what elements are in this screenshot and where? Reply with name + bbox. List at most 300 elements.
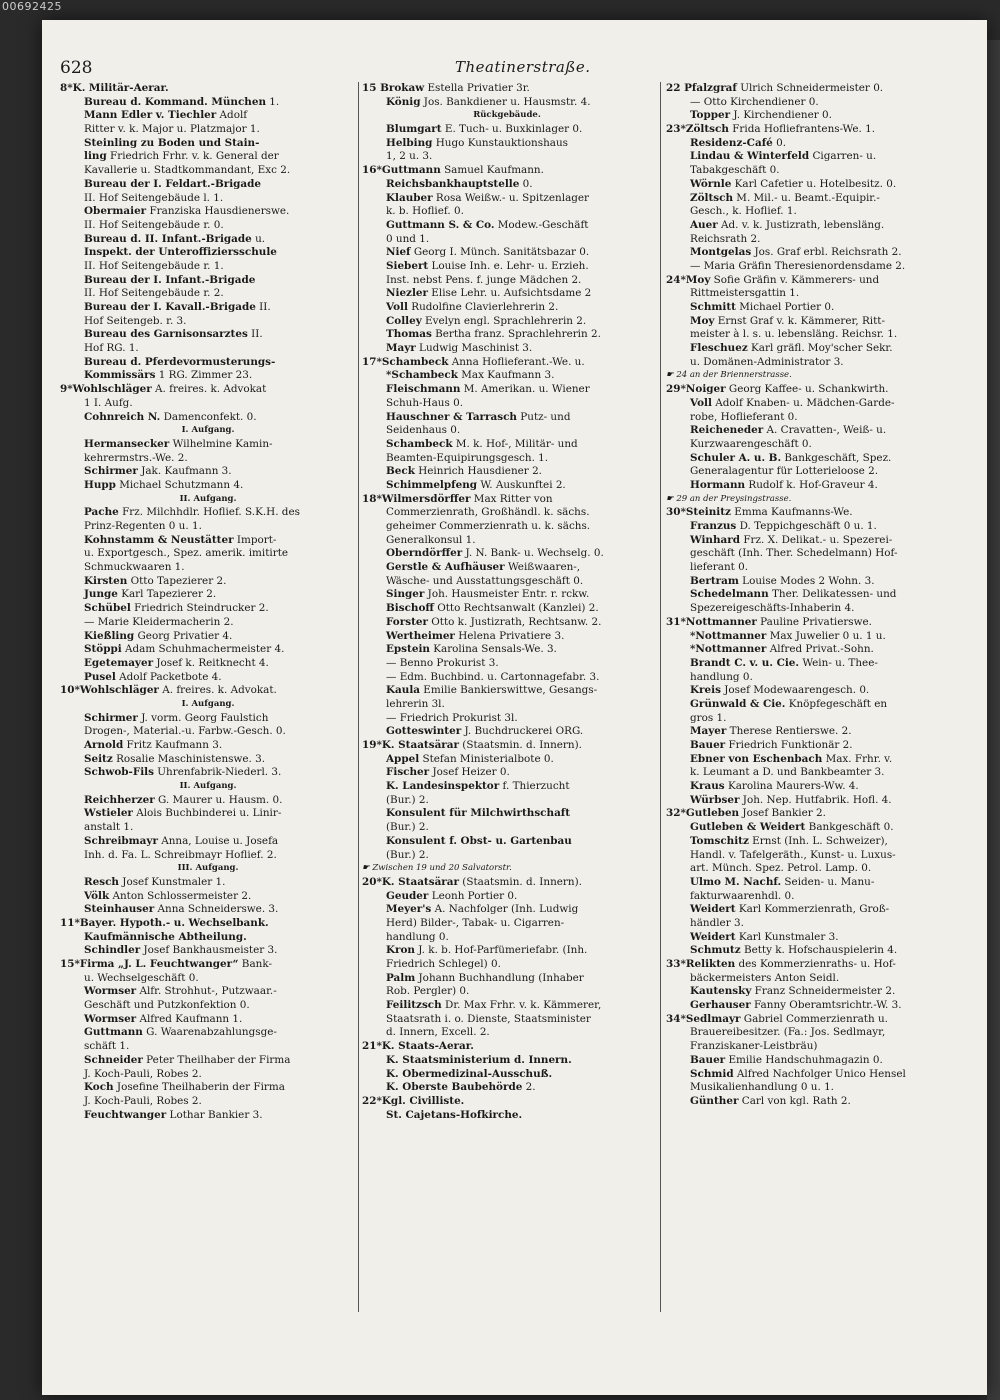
entry-text: Karl Cafetier u. Hotelbesitz. 0.	[731, 177, 897, 190]
directory-entry-line	[362, 999, 652, 1013]
entry-name: Bureau der I. Infant.-Brigade	[84, 273, 256, 286]
directory-entry-line	[60, 739, 356, 753]
directory-entry-line	[666, 561, 956, 575]
entry-name: 17*Schambeck	[362, 355, 449, 368]
entry-text: A. freires. k. Advokat.	[158, 684, 277, 697]
entry-name: St. Cajetans-Hofkirche.	[386, 1108, 523, 1121]
directory-entry-line	[362, 1026, 652, 1040]
entry-text: II. Hof Seitengebäude l. 1.	[84, 191, 224, 204]
entry-name: Bureau der I. Kavall.-Brigade	[84, 301, 256, 313]
entry-text: ☛ 29 an der Preysingstrasse.	[666, 493, 792, 504]
entry-text: Brauereibesitzer. (Fa.: Jos. Sedlmayr,	[690, 1026, 886, 1039]
entry-text: (Bur.) 2.	[386, 793, 429, 806]
entry-name: 30*Steinitz	[666, 506, 731, 519]
entry-name: Arnold	[84, 739, 124, 751]
entry-name: Steinling zu Boden und Stain-	[84, 136, 260, 149]
entry-name: Schindler	[84, 944, 141, 957]
directory-entry-line	[60, 1068, 356, 1082]
entry-text: Josef k. Reitknecht 4.	[153, 656, 269, 669]
directory-entry-line	[362, 602, 652, 616]
entry-name: Blumgart	[386, 123, 442, 136]
entry-name: Seitz	[84, 752, 113, 765]
directory-entry-line	[60, 452, 356, 466]
entry-text: Anna Schneiderswe. 3.	[154, 903, 279, 916]
directory-entry-line	[666, 931, 956, 945]
entry-text: Spezereigeschäfts-Inhaberin 4.	[690, 602, 855, 615]
directory-entry-line	[60, 479, 356, 493]
directory-entry-line	[666, 369, 956, 383]
entry-text: Ad. v. k. Justizrath, lebensläng.	[717, 218, 885, 231]
directory-entry-line	[60, 383, 356, 397]
entry-text: II.	[255, 301, 271, 313]
entry-name: Moy	[690, 314, 715, 327]
entry-text: Reichsrath 2.	[690, 232, 761, 245]
directory-entry-line	[666, 780, 956, 794]
entry-text: Rückgebäude.	[473, 110, 541, 121]
directory-entry-line	[60, 972, 356, 986]
directory-entry-line	[60, 698, 356, 712]
directory-entry-line	[362, 890, 652, 904]
directory-entry-line	[60, 109, 356, 123]
directory-entry-line	[362, 725, 652, 739]
directory-entry-line	[362, 862, 652, 876]
entry-name: Geuder	[386, 889, 429, 902]
entry-name: Voll	[690, 396, 712, 409]
entry-text: handlung 0.	[386, 930, 449, 943]
entry-text: Estella Privatier 3r.	[424, 82, 530, 94]
entry-name: Meyer's	[386, 903, 432, 916]
entry-text: Josef Bankhausmeister 3.	[140, 944, 278, 957]
column-divider	[358, 82, 359, 1312]
entry-name: 11*Bayer. Hypoth.- u. Wechselbank.	[60, 916, 269, 929]
entry-text: Frz. X. Delikat.- u. Spezerei-	[740, 533, 893, 546]
entry-text: Alois Buchbinderei u. Linir-	[132, 807, 282, 820]
entry-text: Evelyn engl. Sprachlehrerin 2.	[421, 314, 587, 327]
entry-name: Schirmer	[84, 465, 138, 478]
directory-entry-line	[60, 369, 356, 383]
entry-text: k. b. Hoflief. 0.	[386, 205, 464, 218]
directory-entry-line	[362, 547, 652, 561]
directory-entry-line	[666, 397, 956, 411]
directory-entry-line	[362, 205, 652, 219]
entry-text: M. Mil.- u. Beamt.-Equipir.-	[733, 191, 880, 204]
directory-entry-line	[666, 698, 956, 712]
directory-entry-line	[362, 506, 652, 520]
directory-entry-line	[666, 630, 956, 644]
directory-entry-line	[60, 766, 356, 780]
entry-text: art. Münch. Spez. Petrol. Lamp. 0.	[690, 862, 872, 875]
entry-name: Fischer	[386, 766, 430, 779]
entry-text: — Friedrich Prokurist 3l.	[386, 711, 518, 724]
entry-text: f. Thierzucht	[499, 780, 570, 793]
entry-text: Putz- und	[516, 410, 571, 423]
directory-entry-line	[60, 424, 356, 438]
entry-text: Anton Schlossermeister 2.	[109, 889, 252, 902]
entry-text: Damenconfekt. 0.	[160, 410, 257, 423]
directory-entry-line	[666, 205, 956, 219]
entry-name: Reichsbankhauptstelle	[386, 177, 520, 190]
directory-entry-line	[60, 588, 356, 602]
directory-entry-line	[362, 876, 652, 890]
directory-entry-line	[60, 178, 356, 192]
entry-name: Tomschitz	[690, 834, 749, 847]
entry-text: Johann Buchhandlung (Inhaber	[415, 971, 584, 984]
entry-text: Seidenhaus 0.	[386, 424, 461, 437]
entry-name: Fleischmann	[386, 383, 461, 396]
entry-text: ☛ 24 an der Briennerstrasse.	[666, 370, 792, 381]
directory-entry-line	[362, 178, 652, 192]
entry-name: Cohnreich N.	[84, 410, 161, 423]
directory-entry-line	[666, 849, 956, 863]
directory-entry-line	[362, 342, 652, 356]
entry-text: Bertha franz. Sprachlehrerin 2.	[431, 328, 601, 341]
directory-entry-line	[60, 849, 356, 863]
entry-text: Georg Privatier 4.	[134, 629, 233, 642]
entry-text: A. Cravatten-, Weiß- u.	[763, 424, 887, 437]
entry-text: Friedrich Schlegel) 0.	[386, 958, 501, 970]
directory-entry-line	[60, 192, 356, 206]
entry-text: Geschäft und Putzkonfektion 0.	[84, 999, 250, 1012]
entry-name: Kommissärs	[84, 369, 156, 382]
entry-name: Kohnstamm & Neustätter	[84, 533, 234, 546]
entry-text: Franziska Hausdienerswe.	[146, 205, 290, 218]
entry-name: 16*Guttmann	[362, 164, 441, 177]
entry-text: Hugo Kunstauktionshaus	[432, 136, 568, 149]
entry-text: u. Wechselgeschäft 0.	[84, 971, 199, 984]
directory-entry-line	[60, 356, 356, 370]
entry-name: Mayr	[386, 342, 416, 355]
directory-entry-line	[666, 123, 956, 137]
entry-text: Georg I. Münch. Sanitätsbazar 0.	[410, 246, 590, 259]
entry-text: Josef Heizer 0.	[429, 766, 510, 779]
entry-text: Modew.-Geschäft	[494, 218, 589, 231]
entry-text: — Benno Prokurist 3.	[386, 656, 499, 669]
entry-text: Herd) Bilder-, Tabak- u. Cigarren-	[386, 916, 565, 929]
directory-entry-line	[666, 1013, 956, 1027]
entry-name: Colley	[386, 314, 422, 327]
directory-entry-line	[60, 985, 356, 999]
directory-entry-line	[362, 821, 652, 835]
directory-entry-line	[362, 1109, 652, 1123]
entry-text: Friedrich Frhr. v. k. General der	[106, 150, 279, 163]
entry-text: Musikalienhandlung 0 u. 1.	[690, 1081, 834, 1094]
entry-text: G. Maurer u. Hausm. 0.	[154, 793, 283, 806]
directory-entry-line	[362, 1095, 652, 1109]
entry-text: Friedrich Steindrucker 2.	[130, 602, 269, 615]
directory-entry-line	[362, 219, 652, 233]
directory-entry-line	[666, 944, 956, 958]
entry-name: Konsulent f. Obst- u. Gartenbau	[386, 834, 572, 847]
entry-text: Inh. d. Fa. L. Schreibmayr Hoflief. 2.	[84, 848, 277, 861]
entry-name: Obermaier	[84, 205, 147, 218]
entry-name: Kautensky	[690, 985, 752, 998]
entry-text: Samuel Kaufmann.	[440, 164, 544, 177]
entry-name: 8*K. Militär-Aerar.	[60, 82, 169, 94]
scan-id-label: 00692425	[2, 0, 62, 13]
entry-text: Josef Modewaarengesch. 0.	[720, 684, 870, 697]
directory-entry-line	[60, 493, 356, 507]
entry-text: Rosalie Maschinistenswe. 3.	[112, 752, 266, 765]
directory-entry-line	[362, 1013, 652, 1027]
directory-entry-line	[60, 438, 356, 452]
entry-text: III. Aufgang.	[177, 863, 239, 874]
entry-text: u. Domänen-Administrator 3.	[690, 355, 844, 368]
directory-entry-line	[666, 342, 956, 356]
directory-entry-line	[60, 328, 356, 342]
entry-text: Rosa Weißw.- u. Spitzenlager	[432, 191, 590, 204]
adjacent-page-edge	[987, 40, 1000, 1400]
directory-entry-line	[666, 424, 956, 438]
entry-name: Egetemayer	[84, 656, 154, 669]
directory-entry-line	[60, 1081, 356, 1095]
entry-text: Louise Inh. e. Lehr- u. Erzieh.	[428, 259, 589, 272]
directory-entry-line	[362, 985, 652, 999]
directory-entry-line	[362, 123, 652, 137]
entry-text: Leonh Portier 0.	[428, 889, 518, 902]
entry-text: J. N. Bank- u. Wechselg. 0.	[462, 547, 604, 560]
directory-entry-line	[666, 315, 956, 329]
entry-text: I. Aufgang.	[181, 425, 235, 436]
entry-text: geschäft (Inh. Ther. Schedelmann) Hof-	[690, 547, 898, 560]
directory-entry-line	[362, 287, 652, 301]
entry-name: Hormann	[690, 478, 746, 491]
entry-name: 29*Noiger	[666, 383, 726, 396]
entry-text: kehrermstrs.-We. 2.	[84, 451, 188, 464]
entry-name: Wertheimer	[386, 629, 455, 642]
directory-entry-line	[60, 506, 356, 520]
entry-text: k. Leumant a D. und Bankbeamter 3.	[690, 766, 885, 779]
directory-entry-line	[666, 739, 956, 753]
entry-name: Schedelmann	[690, 588, 769, 601]
entry-name: Bauer	[690, 1053, 726, 1066]
directory-entry-line	[60, 876, 356, 890]
directory-entry-line	[666, 82, 956, 96]
directory-entry-line	[60, 1026, 356, 1040]
entry-name: Reicheneder	[690, 424, 764, 437]
entry-text: J. Koch-Pauli, Robes 2.	[84, 1094, 202, 1107]
entry-text: G. Waarenabzahlungsge-	[142, 1026, 277, 1039]
entry-name: Appel	[386, 752, 420, 765]
entry-name: Günther	[690, 1094, 739, 1107]
directory-entry-line	[666, 588, 956, 602]
directory-entry-line	[362, 766, 652, 780]
directory-entry-line	[60, 520, 356, 534]
entry-text: Karl Kunstmaler 3.	[735, 930, 839, 943]
entry-name: *Nottmanner	[690, 629, 767, 642]
directory-entry-line	[362, 260, 652, 274]
directory-entry-line	[666, 246, 956, 260]
entry-text: Rob. Pergler) 0.	[386, 985, 470, 998]
entry-name: 21*K. Staats-Aerar.	[362, 1040, 474, 1053]
directory-entry-line	[362, 958, 652, 972]
entry-name: 22 Pfalzgraf	[666, 82, 737, 94]
entry-name: Thomas	[386, 328, 432, 341]
entry-text: (Bur.) 2.	[386, 821, 429, 834]
entry-text: Josef Bankier 2.	[739, 807, 826, 820]
entry-text: Generalkonsul 1.	[386, 533, 476, 546]
entry-name: K. Landesinspektor	[386, 780, 500, 793]
entry-text: Peter Theilhaber der Firma	[142, 1053, 291, 1066]
entry-text: Fanny Oberamtsrichtr.-W. 3.	[750, 999, 902, 1012]
entry-text: Knöpfegeschäft en	[785, 697, 888, 710]
entry-name: Würbser	[690, 793, 740, 806]
entry-name: Gerhauser	[690, 999, 751, 1012]
entry-text: Jak. Kaufmann 3.	[137, 465, 232, 478]
directory-entry-line	[362, 807, 652, 821]
directory-entry-line	[362, 588, 652, 602]
directory-entry-line	[60, 96, 356, 110]
directory-entry-line	[362, 383, 652, 397]
directory-entry-line	[362, 630, 652, 644]
entry-name: Feuchtwanger	[84, 1108, 167, 1121]
directory-entry-line	[60, 137, 356, 151]
directory-entry-line	[666, 164, 956, 178]
directory-entry-line	[60, 931, 356, 945]
entry-name: Singer	[386, 588, 425, 601]
directory-entry-line	[362, 192, 652, 206]
entry-name: Schirmer	[84, 711, 138, 724]
entry-name: Bertram	[690, 574, 739, 587]
entry-name: *Nottmanner	[690, 643, 767, 656]
directory-entry-line	[666, 438, 956, 452]
entry-text: II. Hof Seitengebäude r. 2.	[84, 287, 224, 300]
entry-name: Schübel	[84, 602, 131, 615]
entry-text: Frida Hofliefrantens-We. 1.	[728, 123, 876, 136]
directory-entry-line	[666, 602, 956, 616]
directory-entry-line	[60, 342, 356, 356]
entry-name: Wstieler	[84, 807, 133, 820]
directory-entry-line	[666, 766, 956, 780]
entry-name: Grünwald & Cie.	[690, 697, 786, 710]
entry-text: geheimer Commerzienrath u. k. sächs.	[386, 520, 591, 532]
entry-text: Max Juwelier 0 u. 1 u.	[766, 629, 886, 642]
entry-text: u. Exportgesch., Spez. amerik. imitirte	[84, 547, 289, 560]
entry-name: Schmutz	[690, 944, 741, 957]
entry-name: Schuler A. u. B.	[690, 451, 782, 464]
entry-name: Brandt C. v. u. Cie.	[690, 656, 800, 669]
entry-text: bäckermeisters Anton Seidl.	[690, 971, 840, 984]
directory-entry-line	[362, 411, 652, 425]
directory-entry-line	[362, 712, 652, 726]
entry-text: Joh. Nep. Hutfabrik. Hofl. 4.	[739, 793, 892, 806]
entry-name: Schneider	[84, 1053, 143, 1066]
directory-entry-line	[60, 807, 356, 821]
entry-name: Hauschner & Tarrasch	[386, 410, 517, 423]
directory-entry-line	[60, 862, 356, 876]
directory-entry-line	[666, 383, 956, 397]
entry-text: Max Kaufmann 3.	[457, 369, 555, 382]
directory-entry-line	[666, 219, 956, 233]
directory-entry-line	[362, 465, 652, 479]
entry-name: 18*Wilmersdörffer	[362, 492, 471, 505]
directory-entry-line	[666, 684, 956, 698]
entry-text: Franziskaner-Leistbräu)	[690, 1040, 818, 1053]
directory-entry-line	[666, 712, 956, 726]
directory-entry-line	[60, 616, 356, 630]
entry-text: Schmuckwaaren 1.	[84, 561, 185, 574]
entry-text: A. Nachfolger (Inh. Ludwig	[431, 903, 579, 916]
directory-entry-line	[666, 835, 956, 849]
column-divider	[660, 82, 661, 1312]
directory-entry-line	[60, 1013, 356, 1027]
entry-text: Max. Frhr. v.	[822, 752, 893, 765]
directory-entry-line	[666, 1095, 956, 1109]
entry-text: händler 3.	[690, 916, 744, 929]
entry-text: Rudolf k. Hof-Graveur 4.	[745, 478, 878, 491]
directory-entry-line	[60, 82, 356, 96]
entry-text: Gabriel Commerzienrath u.	[740, 1012, 888, 1025]
directory-entry-line	[666, 725, 956, 739]
directory-entry-line	[666, 411, 956, 425]
entry-text: Helena Privatiere 3.	[454, 629, 565, 642]
directory-entry-line	[666, 274, 956, 288]
directory-entry-line	[60, 561, 356, 575]
directory-entry-line	[362, 1081, 652, 1095]
entry-text: Prinz-Regenten 0 u. 1.	[84, 520, 202, 532]
directory-entry-line	[362, 109, 652, 123]
directory-entry-line	[60, 999, 356, 1013]
entry-text: Import-	[233, 533, 277, 546]
entry-text: Jos. Bankdiener u. Hausmstr. 4.	[420, 95, 591, 108]
entry-name: Auer	[690, 218, 718, 231]
directory-entry-line	[60, 944, 356, 958]
directory-entry-line	[666, 178, 956, 192]
entry-text: Emilie Bankierswittwe, Gesangs-	[420, 684, 598, 697]
entry-text: 2.	[522, 1081, 536, 1094]
entry-name: 32*Gutleben	[666, 807, 740, 820]
directory-column-3	[666, 82, 956, 1109]
entry-name: Klauber	[386, 191, 433, 204]
entry-name: Kirsten	[84, 574, 128, 587]
entry-name: Pache	[84, 506, 119, 519]
directory-entry-line	[60, 780, 356, 794]
directory-entry-line	[666, 890, 956, 904]
entry-name: Wormser	[84, 985, 137, 998]
entry-text: Josefine Theilhaberin der Firma	[113, 1081, 285, 1094]
entry-text: Adolf	[216, 109, 248, 122]
entry-text: Hof Seitengeb. r. 3.	[84, 314, 187, 327]
directory-entry-line	[666, 137, 956, 151]
page-number: 628	[60, 58, 93, 78]
directory-entry-line	[362, 1054, 652, 1068]
entry-text: Frz. Milchhdlr. Hoflief. S.K.H. des	[118, 506, 300, 519]
entry-text: Fritz Kaufmann 3.	[123, 739, 223, 751]
entry-text: M. k. Hof-, Militär- und	[452, 437, 578, 450]
entry-name: Kießling	[84, 629, 135, 642]
directory-entry-line	[362, 917, 652, 931]
directory-entry-line	[362, 1040, 652, 1054]
entry-name: 34*Sedlmayr	[666, 1012, 741, 1025]
entry-text: Seiden- u. Manu-	[781, 875, 875, 888]
entry-text: gros 1.	[690, 711, 727, 724]
directory-entry-line	[362, 438, 652, 452]
directory-entry-line	[666, 1068, 956, 1082]
directory-entry-line	[666, 547, 956, 561]
entry-name: Schwob-Fils	[84, 766, 154, 779]
entry-name: Forster	[386, 615, 428, 628]
entry-text: Karolina Maurers-Ww. 4.	[724, 780, 859, 793]
directory-entry-line	[60, 123, 356, 137]
directory-entry-line	[60, 287, 356, 301]
directory-entry-line	[60, 1054, 356, 1068]
directory-entry-line	[666, 903, 956, 917]
directory-entry-line	[60, 630, 356, 644]
directory-entry-line	[666, 493, 956, 507]
directory-entry-line	[666, 356, 956, 370]
entry-text: Anna Hoflieferant.-We. u.	[448, 355, 585, 368]
directory-entry-line	[666, 917, 956, 931]
directory-entry-line	[666, 534, 956, 548]
